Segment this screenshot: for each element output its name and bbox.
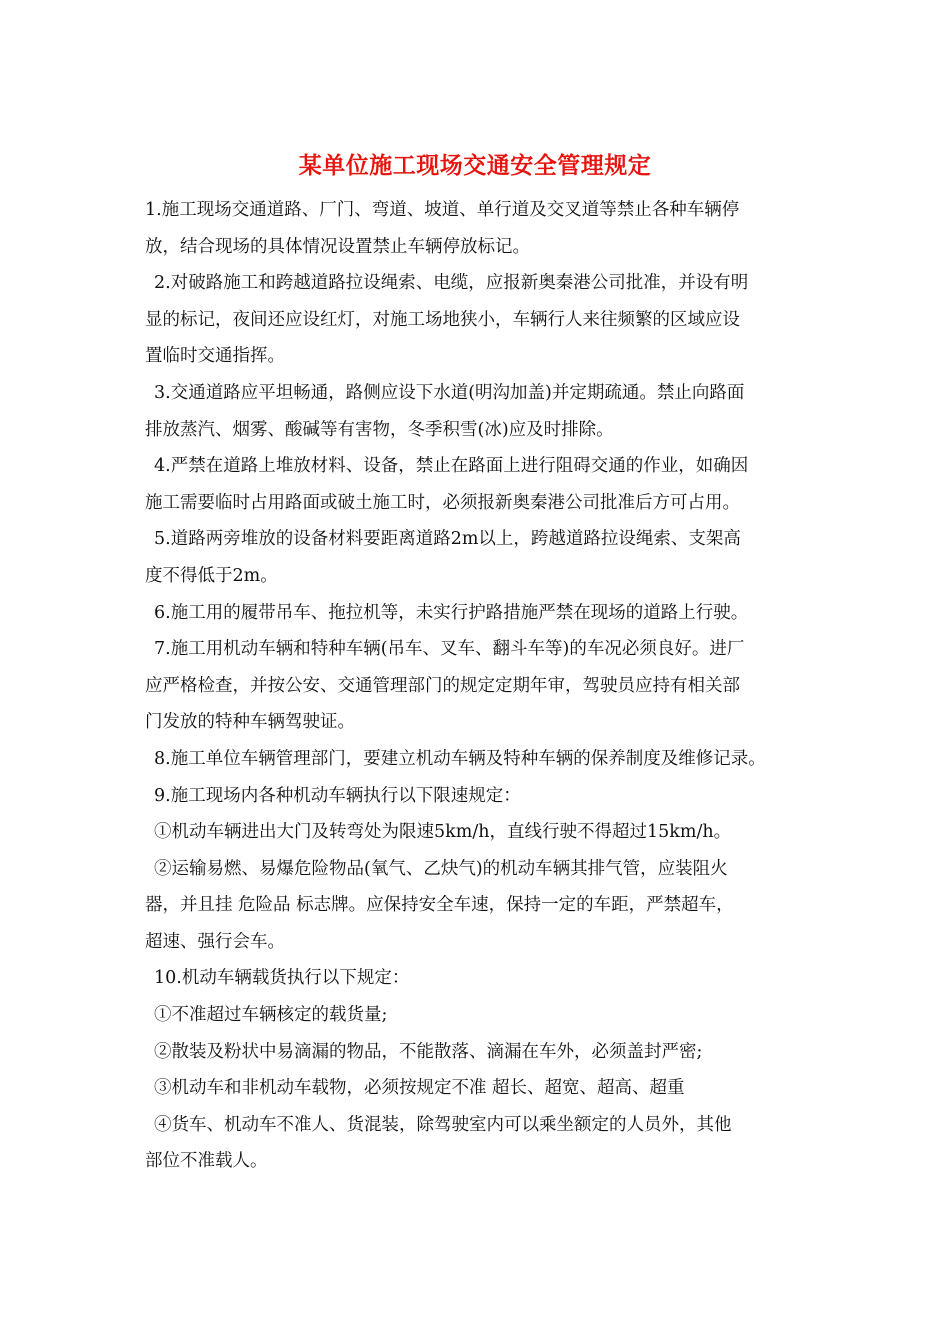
document-title: 某单位施工现场交通安全管理规定 bbox=[298, 152, 652, 179]
body-line: ①不准超过车辆核定的载货量; bbox=[154, 1005, 388, 1026]
body-line: ②散装及粉状中易滴漏的物品，不能散落、滴漏在车外，必须盖封严密; bbox=[154, 1041, 703, 1062]
body-line: 应严格检查，并按公安、交通管理部门的规定定期年审，驾驶员应持有相关部 bbox=[145, 675, 740, 696]
body-line: 3.交通道路应平坦畅通，路侧应设下水道(明沟加盖)并定期疏通。禁止向路面 bbox=[154, 382, 745, 403]
body-line: 超速、强行会车。 bbox=[145, 931, 285, 952]
body-line: 显的标记，夜间还应设红灯，对施工场地狭小，车辆行人来往频繁的区域应设 bbox=[145, 309, 740, 330]
body-line: 部位不准载人。 bbox=[145, 1151, 268, 1172]
body-line: 4.严禁在道路上堆放材料、设备，禁止在路面上进行阻碍交通的作业，如确因 bbox=[154, 456, 749, 477]
body-line: 6.施工用的履带吊车、拖拉机等，未实行护路措施严禁在现场的道路上行驶。 bbox=[154, 602, 749, 623]
body-line: 9.施工现场内各种机动车辆执行以下限速规定： bbox=[154, 785, 521, 806]
body-line: 1.施工现场交通道路、厂门、弯道、坡道、单行道及交叉道等禁止各种车辆停 bbox=[145, 200, 740, 220]
body-line: 排放蒸汽、烟雾、酸碱等有害物，冬季积雪(冰)应及时排除。 bbox=[145, 419, 614, 440]
body-line: 5.道路两旁堆放的设备材料要距离道路2m以上，跨越道路拉设绳索、支架高 bbox=[154, 529, 741, 550]
body-line: 门发放的特种车辆驾驶证。 bbox=[145, 712, 355, 733]
document-body bbox=[145, 192, 825, 1180]
body-line: 放，结合现场的具体情况设置禁止车辆停放标记。 bbox=[145, 236, 530, 257]
body-line: ①机动车辆进出大门及转弯处为限速5km/h，直线行驶不得超过15km/h。 bbox=[154, 822, 732, 843]
body-line: 置临时交通指挥。 bbox=[145, 346, 285, 367]
body-line: ③机动车和非机动车载物，必须按规定不准 超长、超宽、超高、超重 bbox=[154, 1078, 685, 1099]
body-line: 施工需要临时占用路面或破土施工时，必须报新奥秦港公司批准后方可占用。 bbox=[145, 492, 740, 513]
body-line: 7.施工用机动车辆和特种车辆(吊车、叉车、翻斗车等)的车况必须良好。进厂 bbox=[154, 639, 745, 660]
body-line: 8.施工单位车辆管理部门，要建立机动车辆及特种车辆的保养制度及维修记录。 bbox=[154, 748, 766, 769]
body-line: 度不得低于2m。 bbox=[145, 565, 278, 586]
body-line: 2.对破路施工和跨越道路拉设绳索、电缆，应报新奥秦港公司批准，并设有明 bbox=[154, 273, 749, 294]
body-line: ②运输易燃、易爆危险物品(氧气、乙炔气)的机动车辆其排气管，应装阻火 bbox=[154, 858, 728, 879]
body-line: 10.机动车辆载货执行以下规定： bbox=[154, 968, 410, 989]
body-line: 器，并且挂 危险品 标志牌。应保持安全车速，保持一定的车距，严禁超车， bbox=[145, 895, 734, 916]
body-line: ④货车、机动车不准人、货混装，除驾驶室内可以乘坐额定的人员外，其他 bbox=[154, 1114, 732, 1135]
